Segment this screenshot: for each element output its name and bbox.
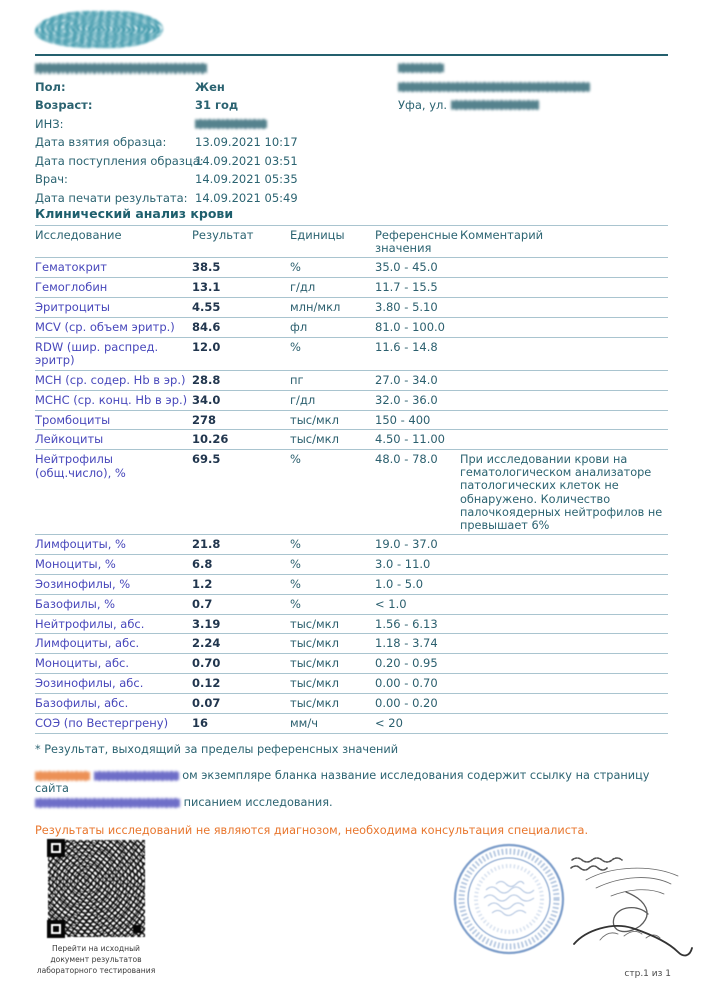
test-units: г/дл bbox=[290, 278, 375, 298]
column-header: Единицы bbox=[290, 226, 375, 258]
test-reference: 27.0 - 34.0 bbox=[375, 370, 460, 390]
test-comment bbox=[460, 278, 668, 298]
field-label: Дата взятия образца: bbox=[35, 135, 167, 150]
field-value: 14.09.2021 05:49 bbox=[195, 190, 298, 205]
footnote-link-redacted bbox=[94, 771, 179, 781]
test-units: тыс/мкл bbox=[290, 410, 375, 430]
field-row bbox=[35, 152, 668, 171]
test-units: фл bbox=[290, 317, 375, 337]
table-row bbox=[35, 298, 668, 318]
test-units: тыс/мкл bbox=[290, 614, 375, 634]
test-result: 0.07 bbox=[192, 693, 290, 713]
qr-finder-icon bbox=[133, 925, 141, 933]
test-units: тыс/мкл bbox=[290, 674, 375, 694]
test-units: тыс/мкл bbox=[290, 430, 375, 450]
test-comment bbox=[460, 370, 668, 390]
test-reference: 1.56 - 6.13 bbox=[375, 614, 460, 634]
footnote-text: ом экземпляре бланка название исследования содержит ссылку на страницу сайта bbox=[35, 768, 650, 796]
test-name: Нейтрофилы, абс. bbox=[35, 614, 192, 634]
patient-info bbox=[35, 59, 668, 207]
test-reference: 1.0 - 5.0 bbox=[375, 574, 460, 594]
column-header: Референсные значения bbox=[375, 226, 460, 258]
field-row bbox=[35, 170, 668, 189]
test-reference: 1.18 - 3.74 bbox=[375, 634, 460, 654]
test-name: Эритроциты bbox=[35, 298, 192, 318]
footnote-text: писанием исследования. bbox=[183, 795, 333, 809]
table-row bbox=[35, 555, 668, 575]
test-units: % bbox=[290, 594, 375, 614]
test-name: RDW (шир. распред. эритр) bbox=[35, 337, 192, 370]
table-row bbox=[35, 693, 668, 713]
test-name: Нейтрофилы (общ.число), % bbox=[35, 450, 192, 535]
test-reference: 48.0 - 78.0 bbox=[375, 450, 460, 535]
test-result: 0.70 bbox=[192, 654, 290, 674]
test-reference: < 20 bbox=[375, 713, 460, 733]
reference-footnote: * Результат, выходящий за пределы референсных значений bbox=[35, 742, 399, 756]
test-result: 0.12 bbox=[192, 674, 290, 694]
table-row bbox=[35, 258, 668, 278]
footnote-link-redacted bbox=[35, 798, 180, 808]
test-result: 278 bbox=[192, 410, 290, 430]
field-value: Жен bbox=[195, 79, 225, 94]
field-value: 14.09.2021 03:51 bbox=[195, 153, 298, 168]
test-result: 34.0 bbox=[192, 390, 290, 410]
test-comment bbox=[460, 317, 668, 337]
test-name: Лейкоциты bbox=[35, 430, 192, 450]
test-units: тыс/мкл bbox=[290, 654, 375, 674]
test-comment bbox=[460, 594, 668, 614]
test-units: млн/мкл bbox=[290, 298, 375, 318]
results-section bbox=[35, 206, 668, 837]
qr-code bbox=[48, 840, 145, 937]
report-title: Клинический анализ крови bbox=[35, 206, 234, 221]
test-name: Гематокрит bbox=[35, 258, 192, 278]
test-comment bbox=[460, 410, 668, 430]
column-header: Результат bbox=[192, 226, 290, 258]
test-result: 69.5 bbox=[192, 450, 290, 535]
table-row bbox=[35, 535, 668, 555]
clinic-info bbox=[398, 59, 590, 115]
test-units: % bbox=[290, 535, 375, 555]
test-comment bbox=[460, 674, 668, 694]
qr-finder-icon bbox=[47, 920, 65, 938]
test-reference: 19.0 - 37.0 bbox=[375, 535, 460, 555]
qr-finder-icon bbox=[47, 839, 65, 857]
test-comment bbox=[460, 654, 668, 674]
test-comment bbox=[460, 614, 668, 634]
test-reference: 3.0 - 11.0 bbox=[375, 555, 460, 575]
field-value: 13.09.2021 10:17 bbox=[195, 135, 298, 150]
test-reference: 3.80 - 5.10 bbox=[375, 298, 460, 318]
test-reference: 0.20 - 0.95 bbox=[375, 654, 460, 674]
test-comment bbox=[460, 535, 668, 555]
test-result: 4.55 bbox=[192, 298, 290, 318]
test-comment bbox=[460, 574, 668, 594]
test-reference: 0.00 - 0.20 bbox=[375, 693, 460, 713]
field-label: ИНЗ: bbox=[35, 116, 64, 131]
test-name: Гемоглобин bbox=[35, 278, 192, 298]
test-name: Лимфоциты, % bbox=[35, 535, 192, 555]
test-result: 28.8 bbox=[192, 370, 290, 390]
test-units: тыс/мкл bbox=[290, 634, 375, 654]
test-result: 16 bbox=[192, 713, 290, 733]
table-header-row bbox=[35, 226, 668, 258]
field-label: Пол: bbox=[35, 79, 66, 94]
page-number: стр.1 из 1 bbox=[624, 969, 671, 979]
test-result: 84.6 bbox=[192, 317, 290, 337]
test-result: 1.2 bbox=[192, 574, 290, 594]
test-comment bbox=[460, 390, 668, 410]
link-footnote bbox=[35, 769, 668, 810]
patient-name-redacted bbox=[35, 63, 207, 74]
test-units: % bbox=[290, 574, 375, 594]
test-comment bbox=[460, 634, 668, 654]
org-code-redacted bbox=[398, 63, 444, 73]
test-result: 38.5 bbox=[192, 258, 290, 278]
test-comment bbox=[460, 693, 668, 713]
test-units: % bbox=[290, 337, 375, 370]
field-value: 31 год bbox=[195, 98, 239, 113]
test-comment bbox=[460, 337, 668, 370]
test-name: СОЭ (по Вестергрену) bbox=[35, 713, 192, 733]
test-reference: 11.7 - 15.5 bbox=[375, 278, 460, 298]
test-units: % bbox=[290, 258, 375, 278]
test-units: тыс/мкл bbox=[290, 693, 375, 713]
test-result: 21.8 bbox=[192, 535, 290, 555]
field-label: Дата печати результата: bbox=[35, 190, 188, 205]
field-row bbox=[35, 133, 668, 152]
table-row bbox=[35, 370, 668, 390]
test-result: 3.19 bbox=[192, 614, 290, 634]
table-row bbox=[35, 713, 668, 733]
org-address-line bbox=[398, 96, 590, 115]
table-row bbox=[35, 654, 668, 674]
test-name: MCHC (ср. конц. Hb в эр.) bbox=[35, 390, 192, 410]
org-name-redacted bbox=[398, 82, 590, 92]
inz-value-redacted bbox=[195, 117, 267, 131]
header-divider bbox=[35, 54, 668, 56]
qr-caption: Перейти на исходный документ результатов лабораторного тестирования bbox=[36, 944, 156, 975]
test-reference: 11.6 - 14.8 bbox=[375, 337, 460, 370]
test-name: Эозинофилы, % bbox=[35, 574, 192, 594]
test-result: 2.24 bbox=[192, 634, 290, 654]
table-row bbox=[35, 390, 668, 410]
field-row bbox=[35, 189, 668, 208]
table-row bbox=[35, 337, 668, 370]
test-result: 0.7 bbox=[192, 594, 290, 614]
test-units: пг bbox=[290, 370, 375, 390]
test-name: MCH (ср. содер. Hb в эр.) bbox=[35, 370, 192, 390]
field-label: Дата поступления образца: bbox=[35, 153, 204, 168]
test-reference: < 1.0 bbox=[375, 594, 460, 614]
test-name: Моноциты, % bbox=[35, 555, 192, 575]
table-row bbox=[35, 430, 668, 450]
doctor-signature bbox=[566, 852, 696, 970]
address-detail-redacted bbox=[451, 100, 539, 110]
disclaimer-text: Результаты исследований не являются диагнозом, необходима консультация специалиста. bbox=[35, 824, 589, 838]
test-reference: 32.0 - 36.0 bbox=[375, 390, 460, 410]
test-comment bbox=[460, 713, 668, 733]
test-comment bbox=[460, 258, 668, 278]
test-reference: 4.50 - 11.00 bbox=[375, 430, 460, 450]
test-name: Моноциты, абс. bbox=[35, 654, 192, 674]
table-row bbox=[35, 614, 668, 634]
test-result: 13.1 bbox=[192, 278, 290, 298]
test-reference: 0.00 - 0.70 bbox=[375, 674, 460, 694]
test-comment bbox=[460, 430, 668, 450]
table-row bbox=[35, 278, 668, 298]
field-row bbox=[35, 115, 668, 134]
test-name: Тромбоциты bbox=[35, 410, 192, 430]
test-name: Лимфоциты, абс. bbox=[35, 634, 192, 654]
address-city: Уфа, ул. bbox=[398, 98, 448, 113]
qr-block bbox=[28, 840, 164, 976]
field-label: Врач: bbox=[35, 172, 68, 187]
test-comment bbox=[460, 555, 668, 575]
test-reference: 35.0 - 45.0 bbox=[375, 258, 460, 278]
table-row bbox=[35, 450, 668, 535]
test-comment: При исследовании крови на гематологическом анализаторе патологических клеток не обнаружено. Количество палочкоядерных нейтрофилов не превышает 6% bbox=[460, 450, 668, 535]
test-units: мм/ч bbox=[290, 713, 375, 733]
table-row bbox=[35, 594, 668, 614]
table-row bbox=[35, 634, 668, 654]
test-name: Базофилы, % bbox=[35, 594, 192, 614]
test-name: MCV (ср. объем эритр.) bbox=[35, 317, 192, 337]
test-comment bbox=[460, 298, 668, 318]
table-row bbox=[35, 674, 668, 694]
column-header: Комментарий bbox=[460, 226, 668, 258]
round-stamp-icon bbox=[452, 842, 566, 956]
test-units: % bbox=[290, 555, 375, 575]
test-result: 10.26 bbox=[192, 430, 290, 450]
test-result: 12.0 bbox=[192, 337, 290, 370]
test-units: % bbox=[290, 450, 375, 535]
test-name: Эозинофилы, абс. bbox=[35, 674, 192, 694]
field-value: 14.09.2021 05:35 bbox=[195, 172, 298, 187]
footnote-intro-redacted bbox=[35, 771, 90, 781]
table-row bbox=[35, 574, 668, 594]
column-header: Исследование bbox=[35, 226, 192, 258]
table-row bbox=[35, 410, 668, 430]
test-units: г/дл bbox=[290, 390, 375, 410]
test-name: Базофилы, абс. bbox=[35, 693, 192, 713]
test-reference: 81.0 - 100.0 bbox=[375, 317, 460, 337]
test-result: 6.8 bbox=[192, 555, 290, 575]
test-reference: 150 - 400 bbox=[375, 410, 460, 430]
field-label: Возраст: bbox=[35, 98, 93, 113]
table-row bbox=[35, 317, 668, 337]
lab-logo-icon bbox=[35, 11, 163, 48]
results-table bbox=[35, 225, 668, 734]
